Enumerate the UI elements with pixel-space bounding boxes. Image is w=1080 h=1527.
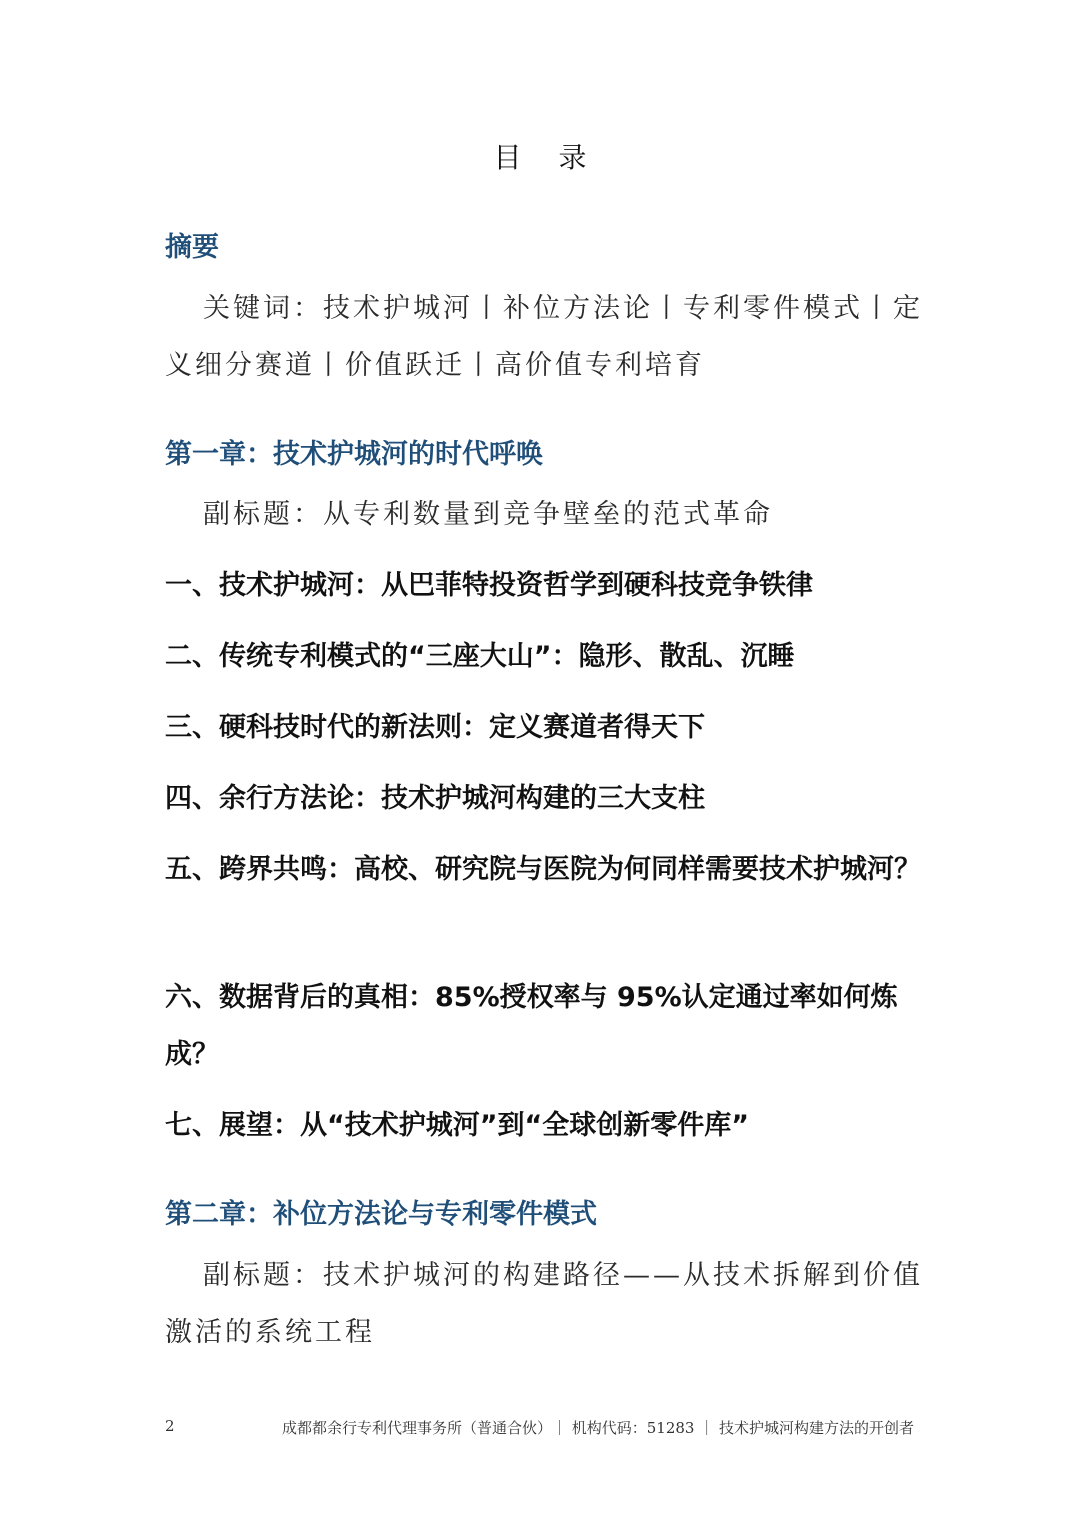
toc-item-section-6[interactable]: 六、数据背后的真相：85%授权率与 95%认定通过率如何炼成？ [165,982,898,1070]
toc-item-section-5[interactable]: 五、跨界共鸣：高校、研究院与医院为何同样需要技术护城河？ [165,854,921,885]
page-footer [0,1417,1080,1439]
abstract-heading[interactable]: 摘要 [165,232,219,263]
toc-item-section-3[interactable]: 三、硬科技时代的新法则：定义赛道者得天下 [165,712,705,743]
toc-item-section-2[interactable]: 二、传统专利模式的“三座大山”：隐形、散乱、沉睡 [165,641,795,672]
toc-item-section-1[interactable]: 一、技术护城河：从巴菲特投资哲学到硬科技竞争铁律 [165,570,813,601]
toc-item-section-4[interactable]: 四、余行方法论：技术护城河构建的三大支柱 [165,783,705,814]
keywords-paragraph: 关键词：技术护城河丨补位方法论丨专利零件模式丨定义细分赛道丨价值跃迁丨高价值专利培育 [165,293,923,381]
chapter-1-heading[interactable]: 第一章：技术护城河的时代呼唤 [165,439,543,470]
page-number: 2 [165,1417,175,1435]
chapter-2-heading[interactable]: 第二章：补位方法论与专利零件模式 [165,1199,597,1230]
footer-text: 成都都余行专利代理事务所（普通合伙）｜ 机构代码：51283 ｜ 技术护城河构建方法的开创者 [281,1419,914,1437]
toc-item-section-7[interactable]: 七、展望：从“技术护城河”到“全球创新零件库” [165,1110,749,1141]
chapter-2-subtitle: 副标题：技术护城河的构建路径——从技术拆解到价值激活的系统工程 [165,1260,923,1348]
chapter-1-subtitle: 副标题：从专利数量到竞争壁垒的范式革命 [203,499,773,530]
page-title: 目 录 [493,141,601,174]
